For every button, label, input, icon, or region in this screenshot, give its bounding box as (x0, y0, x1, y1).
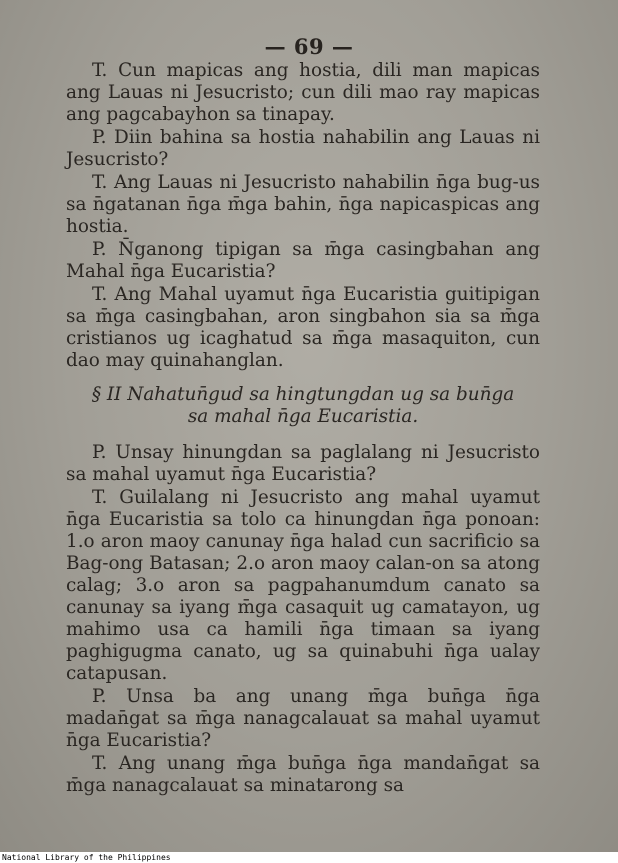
page-number: — 69 — (264, 34, 354, 59)
section-heading-line: § II Nahatun̄gud sa hingtungdan ug sa bun̄ga (91, 384, 515, 405)
paragraph: P. Unsay hinungdan sa paglalang ni Jesucristo sa mahal uyamut n̄ga Eucaristia? (66, 442, 540, 485)
paragraph: T. Guilalang ni Jesucristo ang mahal uyamut n̄ga Eucaristia sa tolo ca hinungdan n̄ga ponoan: 1.o aron maoy canunay n̄ga halad cun sacrificio sa Bag-ong Batasan; 2.o aron maoy calan-on sa atong calag; 3.o aron sa pagpahanumdum canato sa canunay sa iyang m̄ga casaquit ug camatayon, ug mahimo usa ca hamili n̄ga timaan sa iyang paghigugma canato, ug sa quinabuhi n̄ga ualay catapusan. (66, 487, 540, 684)
paragraph: T. Ang Lauas ni Jesucristo nahabilin n̄ga bug-us sa n̄gatanan n̄ga m̄ga bahin, n̄ga napicaspicas ang hostia. (66, 172, 540, 237)
paragraph: P. Diin bahina sa hostia nahabilin ang Lauas ni Jesucristo? (66, 127, 540, 170)
page-body (66, 60, 540, 797)
paragraph: T. Ang Mahal uyamut n̄ga Eucaristia guitipigan sa m̄ga casingbahan, aron singbahon sia sa m̄ga cristianos ug icaghatud sa m̄ga masaquiton, cun dao may quinahanglan. (66, 284, 540, 371)
section-heading (66, 384, 540, 428)
section-heading-line: sa mahal n̄ga Eucaristia. (187, 406, 419, 427)
paragraph: P. Unsa ba ang unang m̄ga bun̄ga n̄ga madan̄gat sa m̄ga nanagcalauat sa mahal uyamut n̄ga Eucaristia? (66, 686, 540, 751)
paragraph: T. Cun mapicas ang hostia, dili man mapicas ang Lauas ni Jesucristo; cun dili mao ray mapicas ang pagcabayhon sa tinapay. (66, 60, 540, 125)
paragraph: T. Ang unang m̄ga bun̄ga n̄ga mandan̄gat sa m̄ga nanagcalauat sa minatarong sa (66, 753, 540, 796)
library-credit: National Library of the Philippines (2, 853, 171, 862)
paragraph: P. N̄ganong tipigan sa m̄ga casingbahan ang Mahal n̄ga Eucaristia? (66, 239, 540, 282)
